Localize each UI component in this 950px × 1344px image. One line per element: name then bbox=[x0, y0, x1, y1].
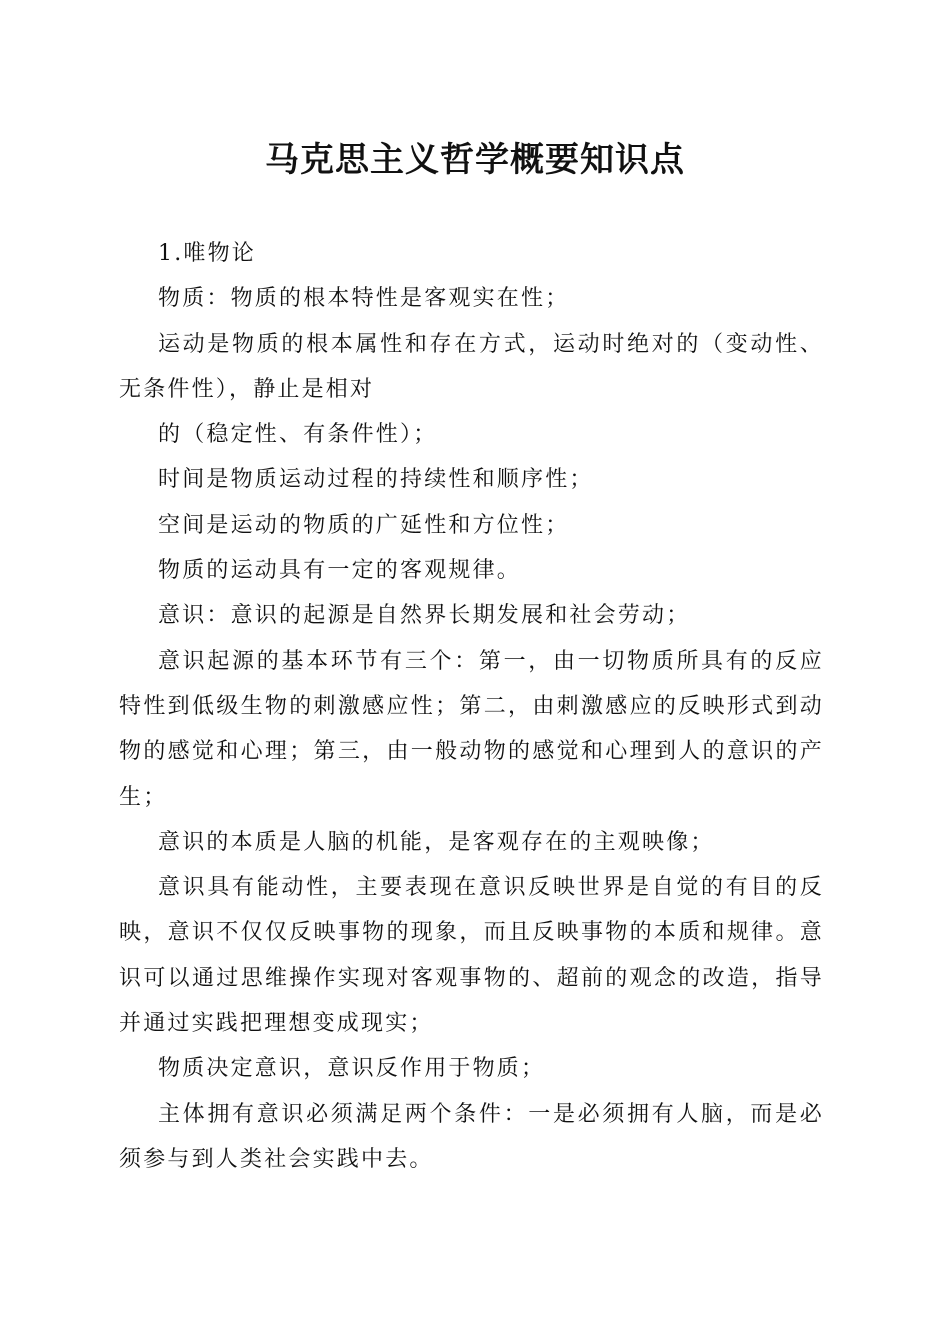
paragraph-7: 物质的运动具有一定的客观规律。 bbox=[158, 558, 522, 584]
paragraph-8: 意识：意识的起源是自然界长期发展和社会劳动； bbox=[158, 603, 691, 629]
paragraph-6: 空间是运动的物质的广延性和方位性； bbox=[158, 512, 570, 538]
document-body bbox=[119, 231, 824, 1182]
paragraph-5: 时间是物质运动过程的持续性和顺序性； bbox=[158, 467, 594, 493]
paragraph-2: 物质：物质的根本特性是客观实在性； bbox=[158, 286, 570, 312]
document-title: 马克思主义哲学概要知识点 bbox=[265, 140, 685, 180]
paragraph-1: 1.唯物论 bbox=[158, 241, 256, 266]
paragraph-12: 物质决定意识，意识反作用于物质； bbox=[158, 1056, 546, 1082]
paragraph-10: 意识的本质是人脑的机能，是客观存在的主观映像； bbox=[158, 829, 715, 855]
paragraph-11: 意识具有能动性，主要表现在意识反映世界是自觉的有目的反映，意识不仅仅反映事物的现象，而且反映事物的本质和规律。意识可以通过思维操作实现对客观事物的、超前的观念的改造，指导并通过实践把理想变成现实； bbox=[119, 875, 824, 1037]
paragraph-4: 的（稳定性、有条件性）； bbox=[158, 422, 438, 448]
paragraph-9: 意识起源的基本环节有三个：第一，由一切物质所具有的反应特性到低级生物的刺激感应性；第二，由刺激感应的反映形式到动物的感觉和心理；第三，由一般动物的感觉和心理到人的意识的产生； bbox=[119, 648, 824, 810]
paragraph-3: 运动是物质的根本属性和存在方式，运动时绝对的（变动性、无条件性），静止是相对 bbox=[119, 331, 824, 402]
paragraph-13: 主体拥有意识必须满足两个条件：一是必须拥有人脑，而是必须参与到人类社会实践中去。 bbox=[119, 1101, 824, 1172]
